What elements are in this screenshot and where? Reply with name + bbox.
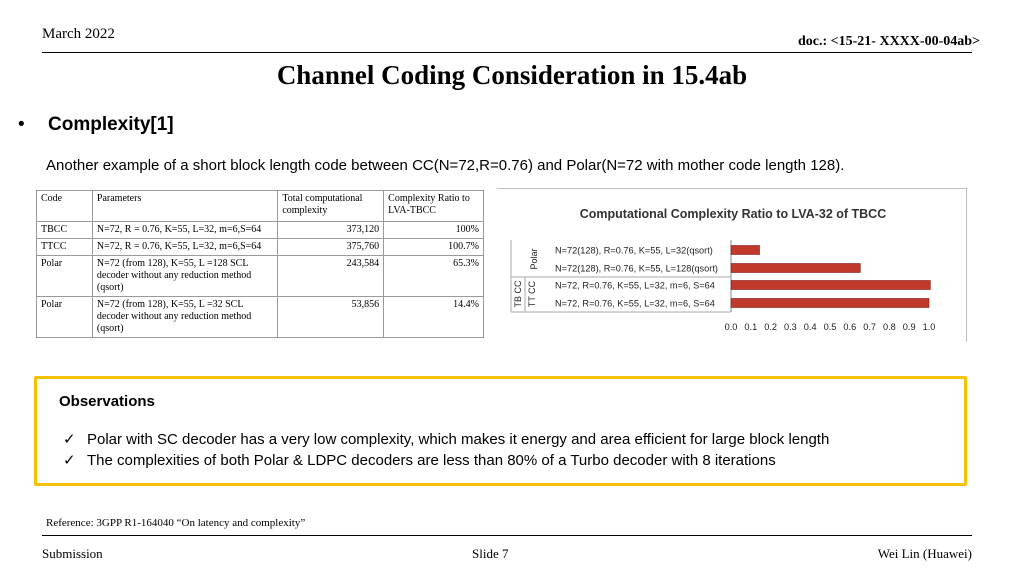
list-item (63, 429, 829, 450)
table-cell: TTCC (37, 239, 93, 256)
table-cell: 243,584 (278, 256, 384, 297)
chart-tick-label: 0.7 (863, 322, 876, 332)
chart-tick-label: 0.5 (823, 322, 837, 332)
header-doc-id: doc.: <15-21- XXXX-00-04ab> (798, 34, 980, 49)
table-cell: N=72 (from 128), K=55, L =32 SCL decoder without any reduction method (qsort) (92, 297, 277, 338)
bullet-marker: • (18, 114, 25, 135)
table-header: Total computational complexity (278, 191, 384, 222)
table-cell: N=72, R = 0.76, K=55, L=32, m=6,S=64 (92, 222, 277, 239)
reference-note: Reference: 3GPP R1-164040 “On latency and complexity” (46, 517, 306, 529)
table-cell: 375,760 (278, 239, 384, 256)
chart-tick-label: 0.9 (902, 322, 916, 332)
chart-tick-label: 0.2 (764, 322, 777, 332)
table-cell: Polar (37, 256, 93, 297)
bullet-text: Complexity[1] (48, 114, 174, 135)
footer-author: Wei Lin (Huawei) (877, 546, 972, 561)
observation-text: The complexities of both Polar & LDPC decoders are less than 80% of a Turbo decoder with 8 iterations (87, 452, 776, 469)
chart-tick-label: 0.6 (843, 322, 857, 332)
chart-bar (731, 299, 929, 308)
observation-text: Polar with SC decoder has a very low complexity, which makes it energy and area efficient for large block length (87, 431, 830, 448)
chart-tick-label: 0.3 (784, 322, 797, 332)
chart-group-label: TT CC (527, 280, 537, 308)
complexity-chart (497, 188, 967, 342)
table-cell: N=72, R = 0.76, K=55, L=32, m=6,S=64 (92, 239, 277, 256)
table-cell: Polar (37, 297, 93, 338)
table-row (37, 256, 484, 297)
header-date: March 2022 (42, 26, 115, 42)
table-cell: 14.4% (384, 297, 484, 338)
chart-bar (731, 281, 930, 290)
slide-title: Channel Coding Consideration in 15.4ab (276, 60, 748, 90)
table-header: Code (37, 191, 93, 222)
footer-submission: Submission (42, 546, 103, 561)
table-row (37, 222, 484, 239)
chart-tick-label: 0.1 (744, 322, 758, 332)
chart-tick-label: 0.4 (803, 322, 817, 332)
table-cell: 65.3% (384, 256, 484, 297)
chart-title: Computational Complexity Ratio to LVA-32 of TBCC (579, 207, 887, 221)
chart-bar (731, 264, 860, 273)
table-header-row (37, 191, 484, 222)
complexity-table (36, 190, 484, 338)
chart-group-label: TB CC (513, 280, 523, 308)
footer-slide-number: Slide 7 (472, 546, 509, 561)
list-item (63, 450, 829, 471)
table-cell: TBCC (37, 222, 93, 239)
chart-category-label: N=72, R=0.76, K=55, L=32, m=6, S=64 (555, 298, 715, 309)
chart-category-label: N=72, R=0.76, K=55, L=32, m=6, S=64 (555, 280, 715, 291)
chart-tick-label: 0.0 (724, 322, 738, 332)
table-cell: 100.7% (384, 239, 484, 256)
table-header: Complexity Ratio to LVA-TBCC (384, 191, 484, 222)
chart-group-label: Polar (529, 248, 539, 270)
table-row (37, 297, 484, 338)
check-icon: ✓ (63, 431, 76, 448)
observations-title: Observations (59, 393, 155, 410)
header-divider (42, 52, 972, 53)
chart-tick-label: 0.8 (883, 322, 896, 332)
footer-divider (42, 535, 972, 536)
table-cell: 53,856 (278, 297, 384, 338)
chart-category-label: N=72(128), R=0.76, K=55, L=32(qsort) (555, 245, 713, 256)
table-cell: 373,120 (278, 222, 384, 239)
observations-list (63, 429, 829, 471)
chart-bar (731, 246, 760, 255)
table-cell: N=72 (from 128), K=55, L =128 SCL decoder without any reduction method (qsort) (92, 256, 277, 297)
table-header: Parameters (92, 191, 277, 222)
check-icon: ✓ (63, 452, 76, 469)
table-row (37, 239, 484, 256)
chart-svg (497, 188, 967, 342)
chart-tick-label: 1.0 (922, 322, 936, 332)
chart-category-label: N=72(128), R=0.76, K=55, L=128(qsort) (555, 263, 718, 274)
bullet-heading (18, 114, 174, 136)
table-cell: 100% (384, 222, 484, 239)
observations-box (34, 376, 967, 486)
intro-text: Another example of a short block length code between CC(N=72,R=0.76) and Polar(N=72 with mother code length 128). (46, 157, 845, 174)
